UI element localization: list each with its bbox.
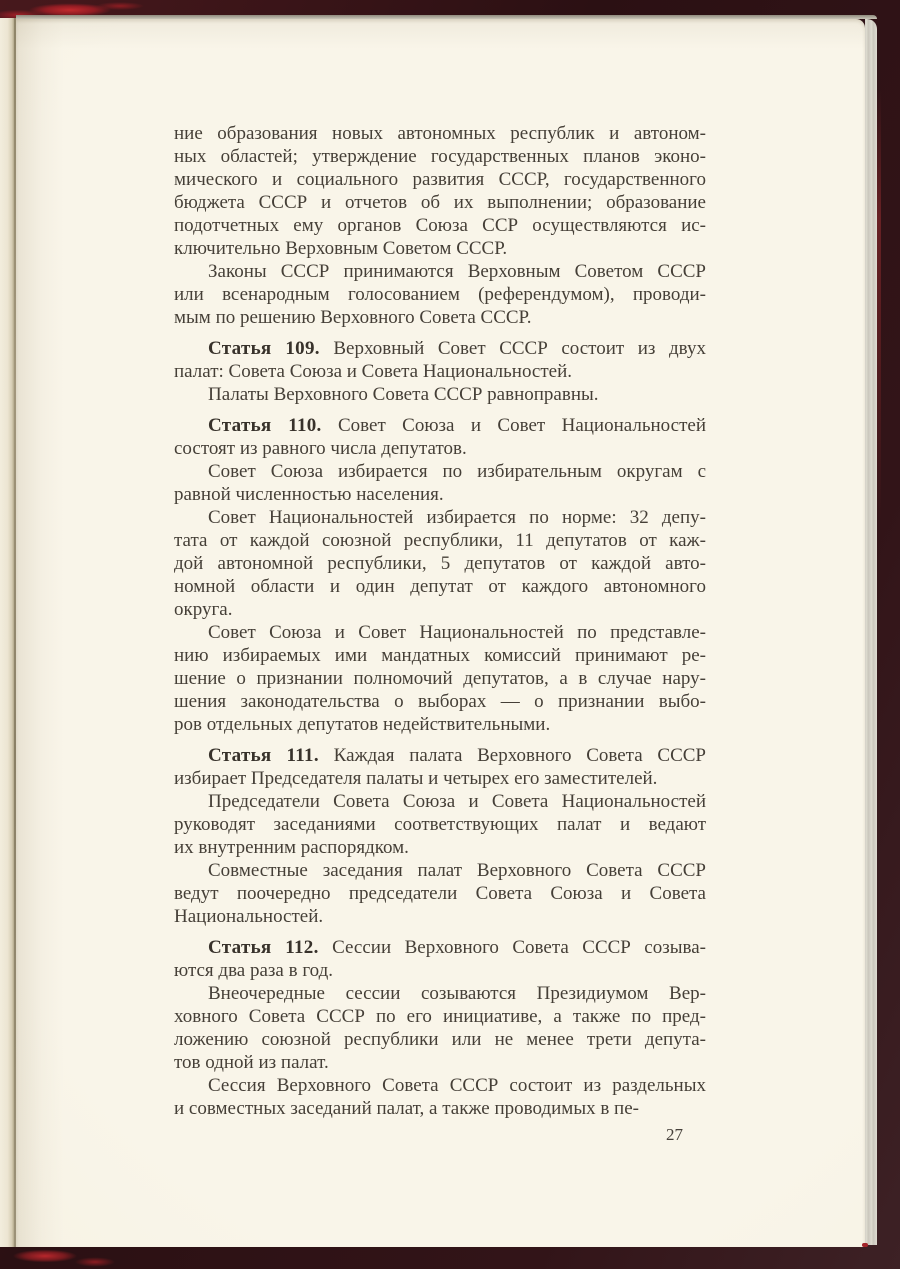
text-line: ются два раза в год. [174, 960, 334, 981]
paragraph [174, 506, 706, 621]
text-line: или всенародным голосованием (референдумом), проводи- [174, 284, 706, 305]
text-line: избирает Председателя палаты и четырех его заместителей. [174, 768, 658, 789]
text-line: шение о признании полномочий депутатов, а в случае нару- [174, 668, 706, 689]
text-line: Национальностей. [174, 906, 324, 927]
text-line: ние образования новых автономных республик и автоном- [174, 123, 706, 144]
text-line: руководят заседаниями соответствующих палат и ведают [174, 814, 706, 835]
text-line: тата от каждой союзной республики, 11 депутатов от каж- [174, 530, 706, 551]
text-line: Сессия Верховного Совета СССР состоит из раздельных [208, 1075, 706, 1096]
text-line: равной численностью населения. [174, 484, 444, 505]
article-paragraph [174, 744, 706, 790]
text-line: подотчетных ему органов Союза ССР осуществляются ис- [174, 215, 706, 236]
article-paragraph [174, 414, 706, 460]
text-line: ключительно Верховным Советом СССР. [174, 238, 508, 259]
text-line: ховного Совета СССР по его инициативе, а также по пред- [174, 1006, 706, 1027]
text-line: тов одной из палат. [174, 1052, 329, 1073]
article-paragraph [174, 936, 706, 982]
book-page [16, 19, 865, 1247]
paragraph [174, 460, 706, 506]
page-edge-stack [865, 19, 877, 1245]
text-line: Статья 112. Сессии Верховного Совета СССР созыва- [208, 937, 706, 958]
text-line: Законы СССР принимаются Верховным Советом СССР [208, 261, 706, 282]
text-line: Внеочередные сессии созываются Президиумом Вер- [208, 983, 706, 1004]
article-number: Статья 109. [208, 338, 320, 359]
text-line: ных областей; утверждение государственных планов эконо- [174, 146, 706, 167]
facing-page-sliver [0, 18, 14, 1247]
text-line: их внутренним распорядком. [174, 837, 409, 858]
paragraph [174, 1074, 706, 1120]
paragraph [174, 790, 706, 859]
paragraph [174, 982, 706, 1074]
text-line: палат: Совета Союза и Совета Национальностей. [174, 361, 572, 382]
text-line: нию избираемых ими мандатных комиссий принимают ре- [174, 645, 706, 666]
text-line: бюджета СССР и отчетов об их выполнении; образование [174, 192, 706, 213]
text-line: Совет Союза избирается по избирательным округам с [208, 461, 706, 482]
text-line: состоят из равного числа депутатов. [174, 438, 467, 459]
text-line: и совместных заседаний палат, а также проводимых в пе- [174, 1098, 639, 1119]
text-line: мического и социального развития СССР, государственного [174, 169, 706, 190]
cover-edge-gleam [877, 90, 881, 520]
text-line: Председатели Совета Союза и Совета Национальностей [208, 791, 706, 812]
article-number: Статья 111. [208, 745, 319, 766]
article-number: Статья 112. [208, 937, 319, 958]
text-line: округа. [174, 599, 233, 620]
cover-corner-highlight-bottom-left [0, 1244, 120, 1269]
text-line: Совет Национальностей избирается по норме: 32 депу- [208, 507, 706, 528]
paragraph [174, 859, 706, 928]
text-line: Статья 111. Каждая палата Верховного Совета СССР [208, 745, 706, 766]
paragraph [174, 260, 706, 329]
text-line: ложению союзной республики или не менее трети депута- [174, 1029, 706, 1050]
text-line: шения законодательства о выборах — о признании выбо- [174, 691, 706, 712]
paragraph [174, 122, 706, 260]
cover-red-speck [862, 1243, 868, 1247]
article-number: Статья 110. [208, 415, 322, 436]
text-line: Статья 109. Верховный Совет СССР состоит из двух [208, 338, 706, 359]
page-number: 27 [666, 1125, 683, 1144]
text-line: Палаты Верховного Совета СССР равноправны. [208, 384, 599, 405]
text-line: ведут поочередно председатели Совета Союза и Совета [174, 883, 706, 904]
article-paragraph [174, 337, 706, 383]
page-text [174, 122, 706, 1120]
text-line: Совет Союза и Совет Национальностей по представле- [208, 622, 706, 643]
text-line: номной области и один депутат от каждого автономного [174, 576, 706, 597]
text-line: дой автономной республики, 5 депутатов от каждой авто- [174, 553, 706, 574]
text-line: Совместные заседания палат Верховного Совета СССР [208, 860, 706, 881]
text-line: мым по решению Верховного Совета СССР. [174, 307, 532, 328]
paragraph [174, 383, 706, 406]
text-line: ров отдельных депутатов недействительными. [174, 714, 551, 735]
paragraph [174, 621, 706, 736]
text-line: Статья 110. Совет Союза и Совет Национальностей [208, 415, 706, 436]
